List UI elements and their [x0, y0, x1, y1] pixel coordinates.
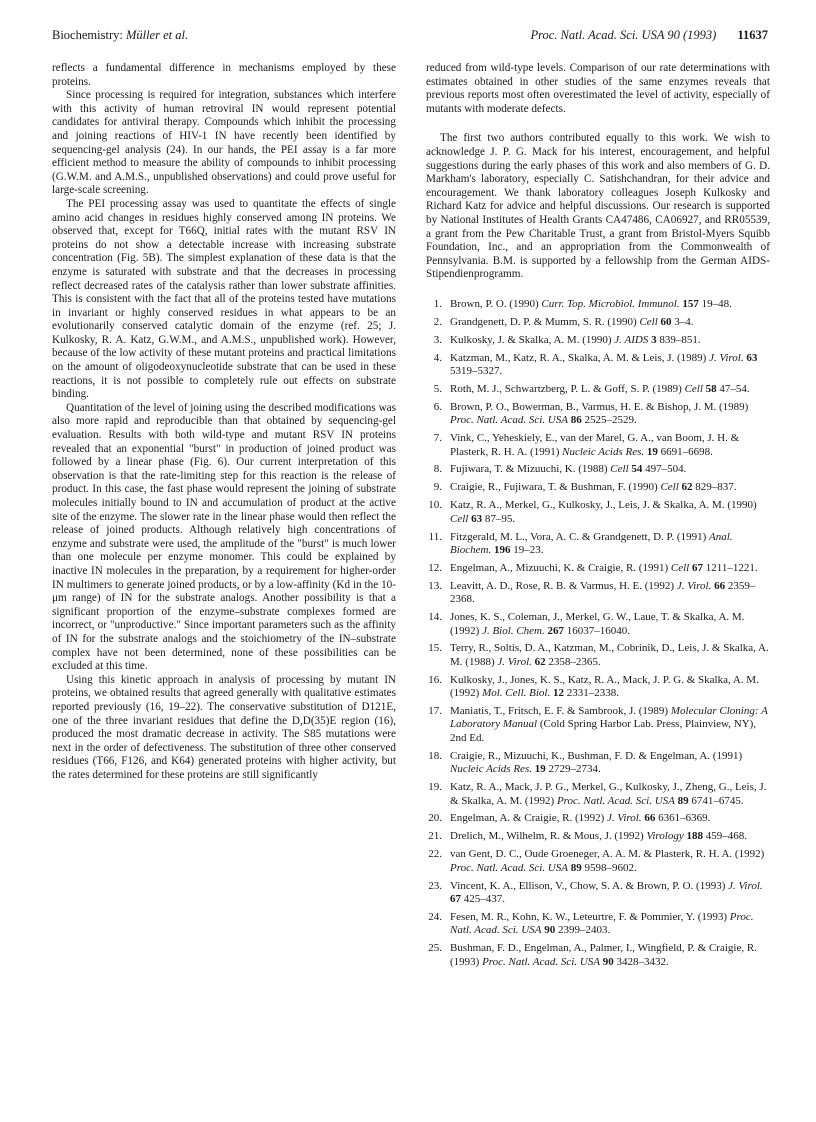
reference-pages: 16037–16040.	[566, 624, 630, 637]
reference-volume: 19	[646, 445, 658, 458]
reference-journal: J. Virol.	[676, 579, 712, 592]
reference-number: 22.	[428, 848, 442, 861]
reference-journal: J. AIDS	[614, 333, 649, 346]
reference-number: 9.	[433, 481, 442, 494]
reference-pages: 425–437.	[463, 892, 505, 905]
reference-journal: Curr. Top. Microbiol. Immunol.	[541, 297, 680, 310]
reference-item	[426, 705, 770, 745]
reference-pages: 47–54.	[719, 382, 750, 395]
reference-authors: Engelman, A. & Craigie, R. (1992)	[450, 812, 605, 825]
reference-volume: 60	[660, 315, 672, 328]
reference-number: 4.	[433, 351, 442, 364]
reference-volume: 89	[570, 861, 582, 874]
reference-volume: 12	[552, 687, 564, 700]
reference-authors: Bushman, F. D., Engelman, A., Palmer, I., Wingfield, P. & Craigie, R. (1993)	[450, 942, 757, 968]
reference-item	[426, 316, 770, 329]
reference-item	[426, 781, 770, 808]
reference-number: 18.	[428, 749, 442, 762]
reference-item	[426, 298, 770, 311]
reference-item	[426, 830, 770, 843]
reference-number: 1.	[433, 297, 442, 310]
reference-number: 2.	[433, 315, 442, 328]
reference-journal: Virology	[646, 830, 684, 843]
reference-pages: 2359–2368.	[450, 579, 756, 606]
reference-number: 21.	[428, 830, 442, 843]
reference-authors: Fesen, M. R., Kohn, K. W., Leteurtre, F. & Pommier, Y. (1993)	[450, 910, 728, 923]
reference-item	[426, 463, 770, 476]
reference-authors: Fujiwara, T. & Mizuuchi, K. (1988)	[450, 463, 608, 476]
reference-journal: J. Virol.	[728, 879, 763, 892]
reference-journal: J. Virol.	[709, 351, 744, 364]
reference-volume: 89	[677, 794, 689, 807]
reference-number: 23.	[428, 879, 442, 892]
running-header	[52, 27, 768, 49]
reference-journal: Proc. Natl. Acad. Sci. USA	[450, 414, 568, 427]
body-paragraph: The PEI processing assay was used to quantitate the effects of single amino acid changes in residues highly conserved among IN proteins. We observed that, except for T66Q, initial rates with the mutant RSV IN proteins do not show a detectable increase with increasing substrate concentration (Fig. 5B). The simplest explanation of these data is that the enzyme is saturated with substrate and that the decreases in processing reflect decreased rates of the catalysis rather than lower substrate affinities. This is consistent with the fact that all of the proteins tested have mutations in invariant or highly conserved residues in what appears to be an evolutionarily conserved catalytic domain of the enzyme (ref. 25; J. Kulkosky, R. A. Katz, G.W.M., and A.M.S., unpublished work). However, because of the low activity of these mutant proteins and practical limitations on the amount of oligodeoxynucleotide substrate that can be used in these reactions, it is not possible to completely rule out effects on substrate binding.	[52, 197, 396, 401]
reference-item	[426, 911, 770, 938]
reference-volume: 62	[534, 655, 546, 668]
reference-number: 19.	[428, 781, 442, 794]
reference-journal: J. Virol.	[607, 812, 642, 825]
reference-pages: 2358–2365.	[548, 655, 601, 668]
reference-item	[426, 580, 770, 607]
reference-journal: Cell	[639, 315, 658, 328]
reference-authors: Vincent, K. A., Ellison, V., Chow, S. A. & Brown, P. O. (1993)	[450, 879, 726, 892]
reference-authors: van Gent, D. C., Oude Groeneger, A. A. M. & Plasterk, R. H. A. (1992)	[450, 848, 765, 861]
body-paragraph: reduced from wild-type levels. Comparison of our rate determinations with estimates obtained in other studies of the same enzymes reveals that previous reports most often overestimated the level of activity, especially of mutants with moderate defects.	[426, 62, 770, 115]
reference-journal: Cell	[670, 561, 690, 574]
reference-item	[426, 880, 770, 907]
reference-authors: Engelman, A., Mizuuchi, K. & Craigie, R. (1991)	[450, 561, 669, 574]
reference-number: 15.	[428, 642, 442, 655]
reference-pages: (Cold Spring Harbor Lab. Press, Plainview, NY), 2nd Ed.	[450, 718, 757, 744]
reference-journal: J. Virol.	[497, 655, 532, 668]
reference-authors: Brown, P. O. (1990)	[450, 297, 539, 310]
reference-pages: 3–4.	[674, 315, 694, 328]
reference-number: 5.	[433, 382, 442, 395]
reference-item	[426, 352, 770, 379]
reference-pages: 2399–2403.	[557, 924, 611, 937]
reference-journal: Nucleic Acids Res.	[562, 445, 645, 458]
reference-item	[426, 611, 770, 638]
reference-journal: Nucleic Acids Res.	[450, 763, 532, 776]
reference-authors: Katz, R. A., Mack, J. P. G., Merkel, G., Kulkosky, J., Zheng, G., Leis, J. & Skalka, A. M. (1992)	[450, 781, 767, 807]
reference-authors: Jones, K. S., Coleman, J., Merkel, G. W., Laue, T. & Skalka, A. M. (1992)	[450, 611, 745, 637]
reference-pages: 497–504.	[645, 463, 687, 476]
reference-authors: Vink, C., Yeheskiely, E., van der Marel, G. A., van Boom, J. H. & Plasterk, R. H. A. (1991)	[450, 432, 740, 458]
header-right	[530, 27, 768, 43]
reference-item	[426, 499, 770, 526]
reference-number: 3.	[433, 333, 442, 346]
reference-number: 17.	[428, 705, 442, 718]
reference-pages: 6741–6745.	[691, 794, 744, 807]
reference-item	[426, 481, 770, 494]
reference-number: 10.	[428, 499, 442, 512]
reference-item	[426, 531, 770, 558]
reference-volume: 188	[686, 830, 703, 843]
reference-item	[426, 432, 770, 459]
right-column	[426, 62, 770, 973]
reference-volume: 62	[681, 481, 693, 494]
reference-pages: 3428–3432.	[616, 955, 669, 968]
body-paragraph: Using this kinetic approach in analysis of processing by mutant IN proteins, we obtained results that agreed generally with qualitative estimates reported previously (16, 19–22). The conservative substitution of D121E, one of the three invariant residues that define the D,D(35)E region (16), produced the most dramatic decrease in activity. The S85 mutations were next in the order of defectiveness. The substitution of three other conserved residues (T66, F126, and K64) generated proteins with higher activity, but the rates determined for these proteins are still significantly	[52, 673, 396, 781]
reference-pages: 5319–5327.	[450, 365, 503, 378]
reference-volume: 3	[651, 333, 657, 346]
reference-item	[426, 383, 770, 396]
reference-authors: Fitzgerald, M. L., Vora, A. C. & Grandgenett, D. P. (1991)	[450, 530, 707, 543]
reference-item	[426, 848, 770, 875]
reference-number: 20.	[428, 812, 442, 825]
reference-journal: Cell	[660, 481, 679, 494]
reference-journal: J. Biol. Chem.	[482, 624, 545, 637]
reference-item	[426, 674, 770, 701]
reference-journal: Proc. Natl. Acad. Sci. USA	[556, 794, 675, 807]
reference-volume: 58	[705, 382, 717, 395]
reference-number: 12.	[428, 561, 442, 574]
reference-authors: Katz, R. A., Merkel, G., Kulkosky, J., Leis, J. & Skalka, A. M. (1990)	[450, 499, 757, 512]
reference-volume: 157	[682, 297, 699, 310]
reference-number: 11.	[428, 530, 442, 543]
reference-volume: 66	[644, 812, 656, 825]
acknowledgment: The first two authors contributed equally to this work. We wish to acknowledge J. P. G. Mack for his interest, encouragement, and helpful suggestions during the early phases of this work and also members of G. D. Markham's laboratory, especially C. Satishchandran, for their advice and encouragement. We thank laboratory colleagues Joseph Kulkosky and Richard Katz for advice and helpful discussions. Our research is supported by National Institutes of Health Grants CA47486, CA06927, and RR05539, a grant from the Pew Charitable Trust, a grant from Bristol-Myers Squibb Foundation, Inc., and an appropriation from the Commonwealth of Pennsylvania. B.M. is supported by a fellowship from the German AIDS-Stipendienprogramm.	[426, 132, 770, 281]
reference-journal: Mol. Cell. Biol.	[482, 687, 551, 700]
reference-authors: Katzman, M., Katz, R. A., Skalka, A. M. & Leis, J. (1989)	[450, 351, 707, 364]
reference-authors: Craigie, R., Mizuuchi, K., Bushman, F. D. & Engelman, A. (1991)	[450, 749, 743, 762]
reference-journal: Cell	[684, 382, 703, 395]
reference-authors: Drelich, M., Wilhelm, R. & Mous, J. (1992)	[450, 830, 644, 843]
reference-pages: 839–851.	[659, 333, 701, 346]
reference-item	[426, 334, 770, 347]
reference-volume: 54	[631, 463, 643, 476]
reference-journal: Proc. Natl. Acad. Sci. USA	[450, 910, 754, 937]
reference-volume: 19	[534, 763, 546, 776]
reference-journal: Molecular Cloning: A Laboratory Manual	[450, 705, 768, 731]
reference-authors: Kulkosky, J. & Skalka, A. M. (1990)	[450, 333, 612, 346]
reference-number: 24.	[428, 910, 442, 923]
left-column	[52, 62, 396, 782]
reference-pages: 87–95.	[484, 512, 516, 525]
reference-pages: 459–468.	[705, 830, 747, 843]
reference-pages: 19–48.	[701, 297, 732, 310]
reference-item	[426, 942, 770, 969]
reference-authors: Leavitt, A. D., Rose, R. B. & Varmus, H. E. (1992)	[450, 579, 675, 592]
reference-pages: 1211–1221.	[705, 561, 758, 574]
reference-number: 13.	[428, 579, 442, 592]
reference-pages: 19–23.	[513, 544, 544, 556]
reference-volume: 86	[570, 414, 582, 427]
reference-number: 14.	[428, 611, 442, 624]
reference-journal: Proc. Natl. Acad. Sci. USA	[482, 955, 601, 968]
reference-volume: 90	[602, 955, 614, 968]
reference-item	[426, 812, 770, 825]
reference-volume: 196	[493, 544, 511, 556]
reference-pages: 2331–2338.	[566, 687, 619, 700]
reference-authors: Terry, R., Soltis, D. A., Katzman, M., Cobrinik, D., Leis, J. & Skalka, A. M. (1988)	[450, 642, 769, 668]
reference-list	[426, 298, 770, 969]
body-paragraph: Quantitation of the level of joining using the described modifications was also more rapid and reproducible than that obtained by sequencing-gel evaluation. Results with both wild-type and mutant RSV IN proteins revealed that an exponential "burst" in production of joined product was followed by a linear phase (Fig. 6). Our current interpretation of this observation is that the rate-limiting step for this reaction is the release of product. In this case, the fast phase would represent the joining of substrate molecules initially bound to IN and accumulation of product at the active site of the enzyme. The slower rate in the linear phase would then reflect the release of joined products. Although relatively high concentrations of enzyme and substrate were used, the amplitude of the "burst" is much lower than one molecule per enzyme monomer. This could be explained by inactive IN molecules in the preparation, by a requirement for higher-order IN multimers to generate joined products, or by a low-affinity (Kd in the 10-μm range) of IN for the substrate analogs. Another possibility is that a significant proportion of the enzyme–substrate complexes formed are incorrect, or "unproductive." Since important parameters such as the affinity of IN for the substrate analogs and the stoichiometry of the IN–substrate complex have not been determined, none of these possibilities can be excluded at this time.	[52, 401, 396, 673]
reference-volume: 90	[544, 924, 556, 937]
reference-pages: 6691–6698.	[660, 445, 713, 458]
reference-authors: Craigie, R., Fujiwara, T. & Bushman, F. (1990)	[450, 481, 658, 494]
reference-authors: Grandgenett, D. P. & Mumm, S. R. (1990)	[450, 315, 637, 328]
header-journal: Proc. Natl. Acad. Sci. USA 90 (1993)	[530, 28, 717, 42]
header-left	[52, 27, 188, 43]
reference-pages: 9598–9602.	[584, 861, 637, 874]
reference-pages: 6361–6369.	[658, 812, 711, 825]
reference-volume: 63	[746, 351, 758, 364]
reference-volume: 67	[450, 892, 461, 905]
reference-number: 8.	[433, 463, 442, 476]
reference-journal: Proc. Natl. Acad. Sci. USA	[450, 861, 568, 874]
reference-pages: 2729–2734.	[548, 763, 601, 776]
reference-authors: Brown, P. O., Bowerman, B., Varmus, H. E. & Bishop, J. M. (1989)	[450, 400, 749, 413]
reference-authors: Maniatis, T., Fritsch, E. F. & Sambrook, J. (1989)	[450, 705, 669, 718]
reference-number: 7.	[433, 432, 442, 445]
reference-volume: 267	[547, 624, 564, 637]
reference-item	[426, 401, 770, 428]
reference-volume: 63	[471, 512, 483, 525]
body-paragraph: Since processing is required for integration, substances which interfere with this activity of human retroviral IN would represent potential candidates for antiviral therapy. Compounds which inhibit the processing and joining reactions of HIV-1 IN have recently been identified by sequencing-gel analysis (24). In our hands, the PEI assay is a far more efficient method to measure the ability of compounds to inhibit processing (G.W.M. and A.M.S., unpublished observations) and could prove useful for large-scale screening.	[52, 89, 396, 197]
reference-volume: 66	[714, 579, 726, 592]
reference-number: 16.	[428, 673, 442, 686]
reference-volume: 67	[691, 561, 703, 574]
header-section: Biochemistry:	[52, 28, 123, 42]
reference-pages: 2525–2529.	[584, 414, 637, 427]
body-paragraph: reflects a fundamental difference in mechanisms employed by these proteins.	[52, 62, 396, 88]
reference-journal: Cell	[610, 463, 629, 476]
reference-journal: Anal. Biochem.	[450, 530, 733, 556]
reference-number: 25.	[428, 942, 442, 955]
reference-number: 6.	[433, 400, 442, 413]
reference-authors: Kulkosky, J., Jones, K. S., Katz, R. A., Mack, J. P. G. & Skalka, A. M. (1992)	[450, 673, 759, 700]
page-number: 11637	[737, 28, 768, 42]
reference-pages: 829–837.	[695, 481, 737, 494]
reference-journal: Cell	[450, 512, 469, 525]
reference-item	[426, 562, 770, 575]
reference-item	[426, 642, 770, 669]
reference-authors: Roth, M. J., Schwartzberg, P. L. & Goff, S. P. (1989)	[450, 382, 682, 395]
header-authors: Müller et al.	[125, 28, 189, 42]
reference-item	[426, 750, 770, 777]
